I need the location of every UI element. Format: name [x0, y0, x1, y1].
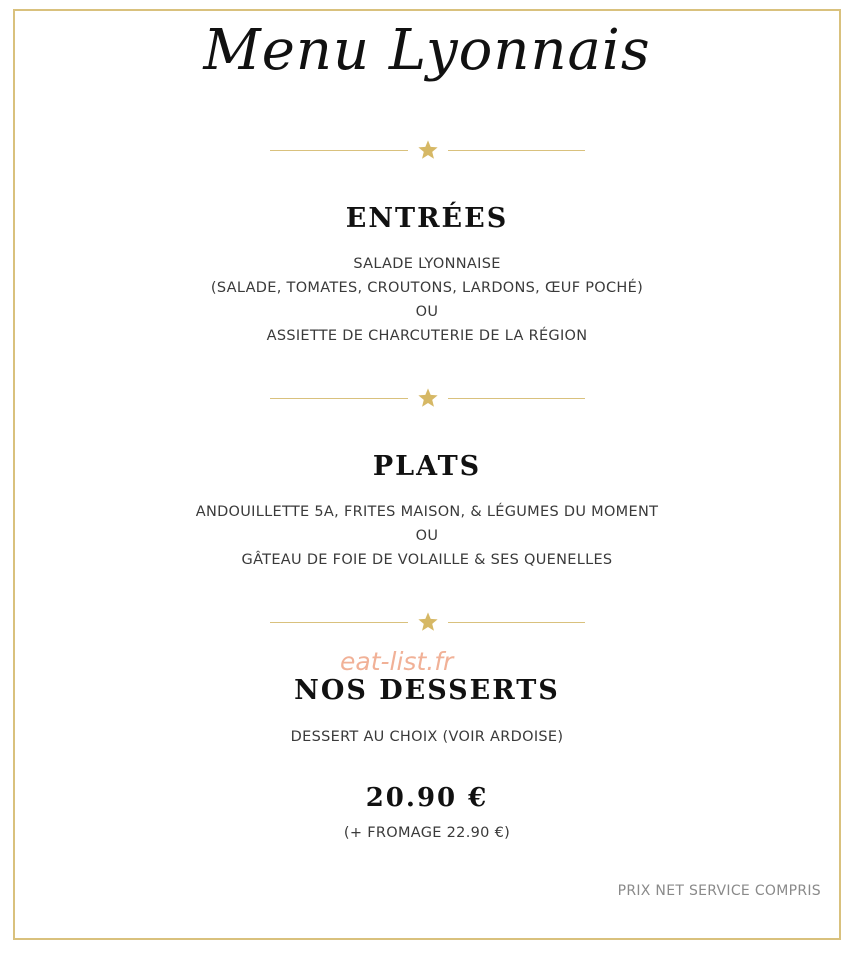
- service-footnote: PRIX NET SERVICE COMPRIS: [617, 883, 821, 899]
- menu-item-line: (SALADE, TOMATES, CROUTONS, LARDONS, ŒUF POCHÉ): [210, 280, 644, 296]
- star-icon: [417, 611, 439, 633]
- divider-line-right: [448, 622, 585, 623]
- section-title-entrees: ENTRÉES: [345, 203, 509, 234]
- divider-line-right: [448, 150, 585, 151]
- divider-line-right: [448, 398, 585, 399]
- section-title-plats: PLATS: [372, 451, 482, 482]
- divider-line-left: [270, 398, 408, 399]
- menu-item-line: ANDOUILLETTE 5A, FRITES MAISON, & LÉGUMES DU MOMENT: [195, 504, 659, 520]
- divider-2: [270, 387, 585, 411]
- divider-line-left: [270, 150, 408, 151]
- menu-item-line: OU: [415, 304, 439, 320]
- menu-price-extra: (+ FROMAGE 22.90 €): [343, 825, 511, 841]
- menu-item-line: OU: [415, 528, 439, 544]
- divider-line-left: [270, 622, 408, 623]
- menu-price: 20.90 €: [365, 783, 489, 813]
- menu-item-line: GÂTEAU DE FOIE DE VOLAILLE & SES QUENELLES: [241, 552, 613, 568]
- menu-item-line: DESSERT AU CHOIX (VOIR ARDOISE): [290, 729, 564, 745]
- divider-3: [270, 611, 585, 635]
- menu-title: Menu Lyonnais: [203, 18, 651, 83]
- menu-item-line: SALADE LYONNAISE: [353, 256, 501, 272]
- watermark-text: eat-list.fr: [340, 647, 454, 676]
- menu-item-line: ASSIETTE DE CHARCUTERIE DE LA RÉGION: [266, 328, 588, 344]
- star-icon: [417, 139, 439, 161]
- divider-1: [270, 139, 585, 163]
- section-title-desserts: NOS DESSERTS: [294, 675, 560, 706]
- star-icon: [417, 387, 439, 409]
